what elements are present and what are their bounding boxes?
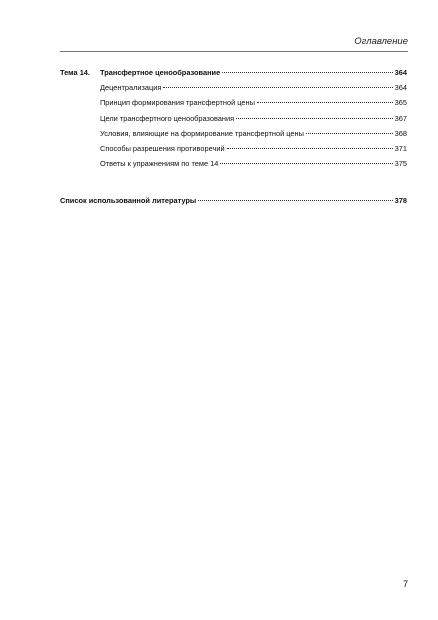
dot-leader: [227, 148, 393, 149]
entry-page-number: 368: [394, 128, 407, 138]
bibliography-page-number: 378: [394, 196, 407, 206]
entry-page-number: 375: [394, 159, 407, 169]
entry-page-number: 364: [394, 83, 407, 93]
dot-leader: [257, 102, 393, 103]
table-of-contents: [60, 68, 407, 212]
dot-leader: [306, 133, 393, 134]
toc-bibliography-entry[interactable]: [60, 196, 407, 211]
toc-entry[interactable]: [60, 144, 407, 159]
entry-title: Ответы к упражнениям по теме 14: [100, 159, 219, 169]
header-divider: [60, 51, 408, 52]
toc-entry[interactable]: [60, 83, 407, 98]
bibliography-title: Список использованной литературы: [60, 196, 197, 206]
chapter-number: Тема 14.: [60, 68, 90, 77]
toc-entry[interactable]: [60, 159, 407, 174]
dot-leader: [163, 87, 392, 88]
dot-leader: [198, 200, 392, 201]
entry-title: Условия, влияющие на формирование трансфертной цены: [100, 128, 304, 138]
entry-page-number: 367: [394, 113, 407, 123]
toc-chapter-entry[interactable]: [60, 68, 407, 83]
toc-entry[interactable]: [60, 98, 407, 113]
chapter-title: Трансфертное ценообразование: [100, 68, 221, 77]
toc-entry[interactable]: [60, 129, 407, 144]
entry-title: Децентрализация: [100, 83, 162, 93]
entry-title: Цели трансфертного ценообразования: [100, 113, 235, 123]
chapter-page-number: 364: [394, 68, 407, 77]
dot-leader: [220, 163, 392, 164]
running-header-title: Оглавление: [354, 36, 408, 47]
entry-page-number: 365: [394, 98, 407, 108]
dot-leader: [236, 118, 393, 119]
entry-title: Принцип формирования трансфертной цены: [100, 98, 255, 108]
entry-page-number: 371: [394, 143, 407, 153]
toc-entry[interactable]: [60, 114, 407, 129]
entry-title: Способы разрешения противоречий: [100, 143, 225, 153]
dot-leader: [222, 72, 392, 73]
page-number: 7: [402, 579, 408, 589]
